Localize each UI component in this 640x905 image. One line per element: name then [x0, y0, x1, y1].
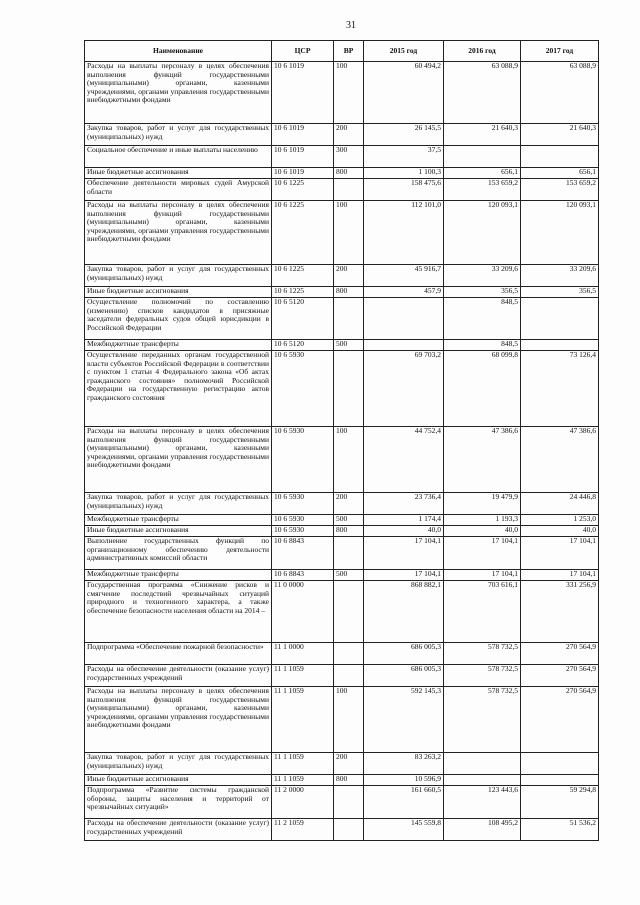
table-row [85, 265, 599, 287]
row-value-2016: 63 088,9 [444, 62, 521, 124]
row-value-2017: 270 564,9 [521, 665, 599, 687]
row-vr: 500 [334, 515, 364, 526]
row-value-2016: 578 732,5 [444, 643, 521, 665]
row-value-2017 [521, 775, 599, 786]
row-value-2017: 73 126,4 [521, 351, 599, 427]
row-csr: 10 6 1225 [272, 179, 334, 201]
row-value-2015: 10 596,9 [364, 775, 444, 786]
row-name: Иные бюджетные ассигнования [85, 526, 272, 537]
row-value-2016 [444, 753, 521, 775]
row-name: Иные бюджетные ассигнования [85, 287, 272, 298]
row-csr: 11 0 0000 [272, 581, 334, 643]
row-vr: 800 [334, 168, 364, 179]
row-csr: 10 6 1019 [272, 62, 334, 124]
row-value-2017 [521, 753, 599, 775]
row-value-2017: 63 088,9 [521, 62, 599, 124]
row-value-2016: 578 732,5 [444, 665, 521, 687]
header-csr: ЦСР [272, 41, 334, 62]
row-value-2017: 270 564,9 [521, 687, 599, 753]
row-value-2015: 145 559,8 [364, 819, 444, 841]
header-2015: 2015 год [364, 41, 444, 62]
row-value-2015: 686 005,3 [364, 643, 444, 665]
header-2017: 2017 год [521, 41, 599, 62]
row-value-2017: 120 093,1 [521, 201, 599, 265]
row-value-2017: 17 104,1 [521, 570, 599, 581]
row-csr: 10 6 1019 [272, 124, 334, 146]
table-row [85, 287, 599, 298]
row-csr: 10 6 1225 [272, 201, 334, 265]
row-vr [334, 786, 364, 819]
row-vr: 200 [334, 493, 364, 515]
row-vr: 100 [334, 687, 364, 753]
row-value-2016: 356,5 [444, 287, 521, 298]
row-csr: 11 1 1059 [272, 775, 334, 786]
row-name: Осуществление полномочий по составлению (изменению) списков кандидатов в присяжные заседатели федеральных судов общей юрисдикции в Российской Федерации [85, 298, 272, 340]
row-name: Обеспечение деятельности мировых судей Амурской области [85, 179, 272, 201]
row-csr: 11 1 1059 [272, 753, 334, 775]
row-csr: 10 6 1225 [272, 265, 334, 287]
row-name: Осуществление переданных органам государственной власти субъектов Российской Федерации в соответствии с пунктом 1 статьи 4 Федерального закона «Об актах гражданского состояния» полномочий Российской Федерации на государственную регистрацию актов гражданского состояния [85, 351, 272, 427]
row-value-2015: 1 100,3 [364, 168, 444, 179]
row-value-2017 [521, 298, 599, 340]
row-csr: 10 6 8843 [272, 537, 334, 570]
row-value-2015: 686 005,3 [364, 665, 444, 687]
row-name: Социальное обеспечение и иные выплаты населению [85, 146, 272, 168]
row-value-2017: 17 104,1 [521, 537, 599, 570]
row-value-2015: 69 703,2 [364, 351, 444, 427]
table-row [85, 179, 599, 201]
row-value-2015: 60 494,2 [364, 62, 444, 124]
table-header-row [85, 41, 599, 62]
row-value-2016: 68 099,8 [444, 351, 521, 427]
row-csr: 10 6 1019 [272, 146, 334, 168]
row-csr: 10 6 5930 [272, 493, 334, 515]
row-value-2015: 161 660,5 [364, 786, 444, 819]
row-value-2016: 848,5 [444, 298, 521, 340]
header-vr: ВР [334, 41, 364, 62]
row-name: Подпрограмма «Развитие системы гражданской обороны, защиты населения и территорий от чрезвычайных ситуаций» [85, 786, 272, 819]
row-value-2017: 270 564,9 [521, 643, 599, 665]
row-name: Расходы на выплаты персоналу в целях обеспечения выполнения функций государственными (муниципальными) органами, казенными учреждениями, органами управления государственными внебюджетными фондами [85, 687, 272, 753]
row-name: Подпрограмма «Обеспечение пожарной безопасности» [85, 643, 272, 665]
table-row [85, 124, 599, 146]
row-value-2016: 17 104,1 [444, 537, 521, 570]
table-row [85, 146, 599, 168]
scan-edge-mark [0, 901, 70, 905]
row-value-2016: 1 193,3 [444, 515, 521, 526]
row-vr [334, 537, 364, 570]
row-value-2015: 1 174,4 [364, 515, 444, 526]
row-csr: 10 6 5930 [272, 427, 334, 493]
row-value-2016: 21 640,3 [444, 124, 521, 146]
table-row [85, 168, 599, 179]
table-row [85, 526, 599, 537]
row-value-2017: 33 209,6 [521, 265, 599, 287]
row-value-2017: 1 253,0 [521, 515, 599, 526]
table-row [85, 786, 599, 819]
table-row [85, 62, 599, 124]
row-name: Межбюджетные трансферты [85, 570, 272, 581]
row-value-2016: 47 386,6 [444, 427, 521, 493]
row-name: Расходы на выплаты персоналу в целях обеспечения выполнения функций государственными (муниципальными) органами, казенными учреждениями, органами управления государственными внебюджетными фондами [85, 62, 272, 124]
table-row [85, 570, 599, 581]
row-csr: 11 2 1059 [272, 819, 334, 841]
row-csr: 10 6 5930 [272, 526, 334, 537]
row-value-2017: 331 256,9 [521, 581, 599, 643]
row-value-2016: 123 443,6 [444, 786, 521, 819]
table-row [85, 665, 599, 687]
row-value-2015: 23 736,4 [364, 493, 444, 515]
row-value-2015: 83 263,2 [364, 753, 444, 775]
row-value-2017: 47 386,6 [521, 427, 599, 493]
header-name: Наименование [85, 41, 272, 62]
row-value-2016 [444, 775, 521, 786]
row-csr: 11 1 1059 [272, 687, 334, 753]
row-csr: 10 6 5930 [272, 351, 334, 427]
row-name: Закупка товаров, работ и услуг для государственных (муниципальных) нужд [85, 124, 272, 146]
row-csr: 11 1 1059 [272, 665, 334, 687]
row-vr [334, 819, 364, 841]
row-value-2015: 592 145,3 [364, 687, 444, 753]
table-row [85, 819, 599, 841]
row-value-2017: 656,1 [521, 168, 599, 179]
table-row [85, 427, 599, 493]
row-name: Государственная программа «Снижение рисков и смягчение последствий чрезвычайных ситуаций природного и техногенного характера, а также обеспечение безопасности населения области на 2014 – [85, 581, 272, 643]
row-vr: 500 [334, 340, 364, 351]
row-name: Межбюджетные трансферты [85, 515, 272, 526]
row-vr: 100 [334, 201, 364, 265]
page-number: 31 [346, 20, 356, 31]
row-value-2016: 17 104,1 [444, 570, 521, 581]
row-value-2015 [364, 298, 444, 340]
row-value-2016: 19 479,9 [444, 493, 521, 515]
row-csr: 10 6 8843 [272, 570, 334, 581]
row-vr [334, 351, 364, 427]
row-value-2015: 17 104,1 [364, 537, 444, 570]
row-csr: 11 2 0000 [272, 786, 334, 819]
row-value-2015: 17 104,1 [364, 570, 444, 581]
row-vr: 800 [334, 526, 364, 537]
table-row [85, 201, 599, 265]
row-value-2017: 24 446,8 [521, 493, 599, 515]
row-value-2017: 21 640,3 [521, 124, 599, 146]
row-vr: 800 [334, 287, 364, 298]
row-value-2016: 578 732,5 [444, 687, 521, 753]
table-row [85, 687, 599, 753]
table-row [85, 775, 599, 786]
budget-table [84, 40, 599, 841]
row-value-2016: 40,0 [444, 526, 521, 537]
row-value-2016: 703 616,1 [444, 581, 521, 643]
table-row [85, 581, 599, 643]
table-body [85, 62, 599, 841]
row-value-2015: 112 101,0 [364, 201, 444, 265]
row-value-2017 [521, 340, 599, 351]
row-value-2016 [444, 146, 521, 168]
row-vr [334, 179, 364, 201]
row-name: Выполнение государственных функций по организационному обеспечению деятельности административных комиссий области [85, 537, 272, 570]
row-value-2015: 44 752,4 [364, 427, 444, 493]
row-vr: 100 [334, 62, 364, 124]
row-value-2015: 868 882,1 [364, 581, 444, 643]
row-vr: 800 [334, 775, 364, 786]
row-name: Закупка товаров, работ и услуг для государственных (муниципальных) нужд [85, 265, 272, 287]
row-csr: 10 6 5930 [272, 515, 334, 526]
row-value-2015: 158 475,6 [364, 179, 444, 201]
row-name: Расходы на обеспечение деятельности (оказание услуг) государственных учреждений [85, 819, 272, 841]
row-value-2015: 26 145,5 [364, 124, 444, 146]
table-row [85, 493, 599, 515]
row-value-2017: 356,5 [521, 287, 599, 298]
table-row [85, 515, 599, 526]
row-name: Межбюджетные трансферты [85, 340, 272, 351]
row-value-2016: 108 495,2 [444, 819, 521, 841]
table-row [85, 753, 599, 775]
row-csr: 11 1 0000 [272, 643, 334, 665]
row-name: Закупка товаров, работ и услуг для государственных (муниципальных) нужд [85, 753, 272, 775]
row-value-2017: 51 536,2 [521, 819, 599, 841]
table-row [85, 340, 599, 351]
row-name: Расходы на выплаты персоналу в целях обеспечения выполнения функций государственными (муниципальными) органами, казенными учреждениями, органами управления государственными внебюджетными фондами [85, 427, 272, 493]
row-vr: 500 [334, 570, 364, 581]
row-value-2016: 33 209,6 [444, 265, 521, 287]
row-value-2016: 153 659,2 [444, 179, 521, 201]
row-name: Иные бюджетные ассигнования [85, 775, 272, 786]
row-vr [334, 581, 364, 643]
row-name: Иные бюджетные ассигнования [85, 168, 272, 179]
row-value-2016: 848,5 [444, 340, 521, 351]
row-vr: 200 [334, 124, 364, 146]
row-value-2016: 120 093,1 [444, 201, 521, 265]
row-vr: 300 [334, 146, 364, 168]
row-name: Расходы на обеспечение деятельности (оказание услуг) государственных учреждений [85, 665, 272, 687]
row-name: Закупка товаров, работ и услуг для государственных (муниципальных) нужд [85, 493, 272, 515]
row-csr: 10 6 1019 [272, 168, 334, 179]
header-2016: 2016 год [444, 41, 521, 62]
row-value-2016: 656,1 [444, 168, 521, 179]
row-value-2015: 40,0 [364, 526, 444, 537]
table-row [85, 351, 599, 427]
row-name: Расходы на выплаты персоналу в целях обеспечения выполнения функций государственными (муниципальными) органами, казенными учреждениями, органами управления государственными внебюджетными фондами [85, 201, 272, 265]
row-csr: 10 6 5120 [272, 340, 334, 351]
row-value-2017: 153 659,2 [521, 179, 599, 201]
row-csr: 10 6 5120 [272, 298, 334, 340]
table-row [85, 537, 599, 570]
row-value-2015: 45 916,7 [364, 265, 444, 287]
table-row [85, 298, 599, 340]
row-value-2015: 37,5 [364, 146, 444, 168]
row-vr: 100 [334, 427, 364, 493]
row-value-2017: 40,0 [521, 526, 599, 537]
row-value-2017: 59 294,8 [521, 786, 599, 819]
table-row [85, 643, 599, 665]
row-vr [334, 298, 364, 340]
row-vr: 200 [334, 753, 364, 775]
row-vr [334, 643, 364, 665]
row-value-2015: 457,9 [364, 287, 444, 298]
row-value-2017 [521, 146, 599, 168]
row-csr: 10 6 1225 [272, 287, 334, 298]
row-value-2015 [364, 340, 444, 351]
row-vr [334, 665, 364, 687]
row-vr: 200 [334, 265, 364, 287]
